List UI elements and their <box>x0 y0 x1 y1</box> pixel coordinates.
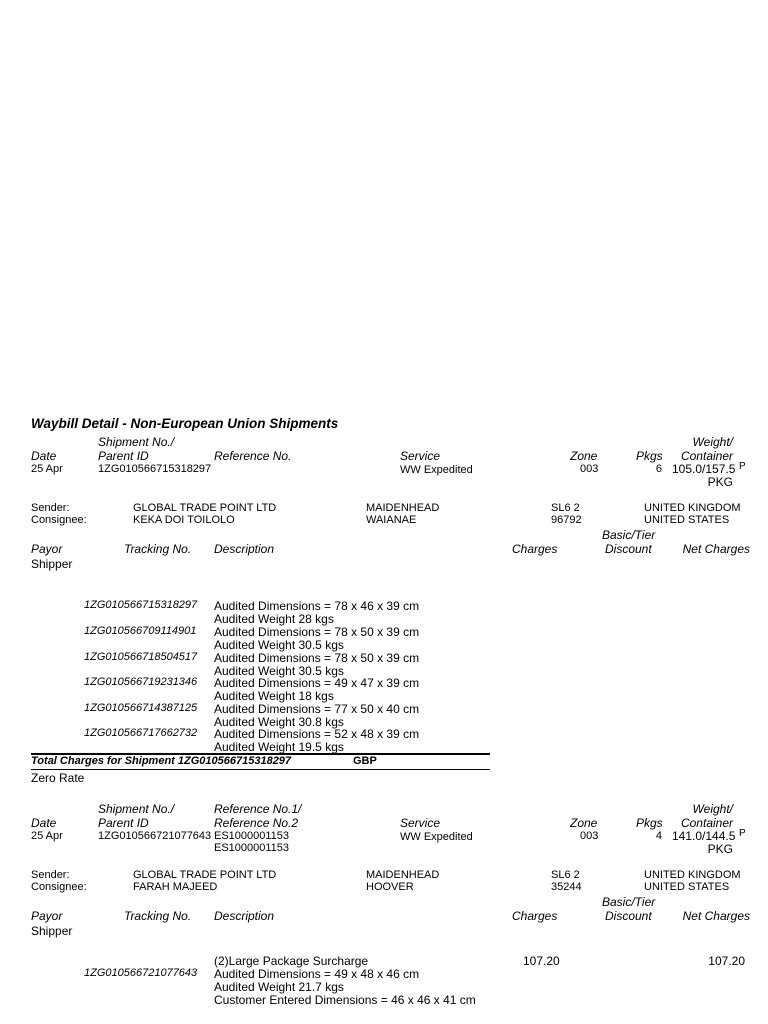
sender-label: Sender: <box>31 869 70 881</box>
col-net-charges: Net Charges <box>682 542 750 556</box>
sender-postal: SL6 2 <box>551 502 580 514</box>
col-description: Description <box>214 542 275 556</box>
header-reference: Reference No. <box>214 449 292 463</box>
weight-flag: P <box>739 461 746 472</box>
col-discount: Discount <box>605 909 652 923</box>
package-dimensions: Audited Dimensions = 52 x 48 x 39 cm <box>214 727 420 741</box>
sender-name: GLOBAL TRADE POINT LTD <box>133 869 277 881</box>
header-container: Container <box>680 449 733 463</box>
consignee-label: Consignee: <box>31 514 87 526</box>
consignee-postal: 96792 <box>551 514 582 526</box>
header-reference-1: Reference No.1/ <box>214 802 302 816</box>
package-dimensions: Audited Dimensions = 78 x 50 x 39 cm <box>214 651 420 665</box>
shipment-date: 25 Apr <box>31 463 63 475</box>
consignee-name: FARAH MAJEED <box>133 881 218 893</box>
surcharge-net-charges: 107.20 <box>708 954 745 968</box>
reference-1: ES1000001153 <box>214 830 290 842</box>
col-tracking: Tracking No. <box>124 909 192 923</box>
package-dimensions: Audited Dimensions = 49 x 48 x 46 cm <box>214 967 420 981</box>
col-charges: Charges <box>512 542 558 556</box>
package-weight: Audited Weight 30.8 kgs <box>214 715 344 729</box>
package-weight: Audited Weight 30.5 kgs <box>214 638 344 652</box>
header-reference-2: Reference No.2 <box>214 816 299 830</box>
weight-value: 105.0/157.5 <box>672 462 736 476</box>
customer-entered-dimensions: Customer Entered Dimensions = 46 x 46 x 41 cm <box>214 993 476 1007</box>
package-tracking: 1ZG010566717662732 <box>84 727 198 739</box>
package-dimensions: Audited Dimensions = 49 x 47 x 39 cm <box>214 676 420 690</box>
sender-name: GLOBAL TRADE POINT LTD <box>133 502 277 514</box>
service-value: WW Expedited <box>400 831 473 843</box>
header-pkgs: Pkgs <box>636 449 663 463</box>
package-weight: Audited Weight 30.5 kgs <box>214 664 344 678</box>
total-charges-label: Total Charges for Shipment 1ZG010566715318297 <box>31 755 292 767</box>
header-zone: Zone <box>570 449 598 463</box>
header-shipment-no: Shipment No./ <box>98 802 175 816</box>
package-tracking: 1ZG010566715318297 <box>84 599 198 611</box>
package-tracking: 1ZG010566714387125 <box>84 702 198 714</box>
parent-id: 1ZG010566715318297 <box>98 463 212 475</box>
pkgs-value: 4 <box>655 830 662 842</box>
package-tracking: 1ZG010566709114901 <box>84 625 197 637</box>
package-tracking: 1ZG010566721077643 <box>84 967 198 979</box>
package-tracking: 1ZG010566719231346 <box>84 676 198 688</box>
header-pkgs: Pkgs <box>636 816 663 830</box>
package-dimensions: Audited Dimensions = 77 x 50 x 40 cm <box>214 702 420 716</box>
header-date: Date <box>31 816 57 830</box>
container-value: PKG <box>707 842 733 856</box>
header-date: Date <box>31 449 57 463</box>
header-parent-id: Parent ID <box>98 816 149 830</box>
page-title: Waybill Detail - Non-European Union Shipments <box>31 416 339 431</box>
col-description: Description <box>214 909 275 923</box>
col-payor: Payor <box>31 909 63 923</box>
sender-postal: SL6 2 <box>551 869 580 881</box>
weight-value: 141.0/144.5 <box>672 829 736 843</box>
payor-value: Shipper <box>31 557 73 571</box>
header-service: Service <box>400 816 441 830</box>
parent-id: 1ZG010566721077643 <box>98 830 212 842</box>
col-basic-tier: Basic/Tier <box>602 528 656 542</box>
package-dimensions: Audited Dimensions = 78 x 46 x 39 cm <box>214 599 420 613</box>
consignee-postal: 35244 <box>551 881 582 893</box>
sender-country: UNITED KINGDOM <box>644 502 741 514</box>
service-value: WW Expedited <box>400 464 473 476</box>
col-payor: Payor <box>31 542 63 556</box>
zone-value: 003 <box>580 830 599 842</box>
zone-value: 003 <box>580 463 599 475</box>
sender-city: MAIDENHEAD <box>366 869 440 881</box>
consignee-city: WAIANAE <box>366 514 417 526</box>
package-weight: Audited Weight 28 kgs <box>214 612 334 626</box>
col-net-charges: Net Charges <box>682 909 750 923</box>
reference-2: ES1000001153 <box>214 842 290 854</box>
header-service: Service <box>400 449 441 463</box>
total-currency: GBP <box>353 755 377 767</box>
header-parent-id: Parent ID <box>98 449 149 463</box>
consignee-city: HOOVER <box>366 881 414 893</box>
header-container: Container <box>680 816 733 830</box>
header-shipment-no: Shipment No./ <box>98 435 175 449</box>
consignee-label: Consignee: <box>31 881 87 893</box>
sender-label: Sender: <box>31 502 70 514</box>
col-tracking: Tracking No. <box>124 542 192 556</box>
package-weight: Audited Weight 21.7 kgs <box>214 980 344 994</box>
consignee-country: UNITED STATES <box>644 881 730 893</box>
package-dimensions: Audited Dimensions = 78 x 50 x 39 cm <box>214 625 420 639</box>
container-value: PKG <box>707 475 733 489</box>
total-divider-bottom <box>31 769 490 770</box>
col-basic-tier: Basic/Tier <box>602 895 656 909</box>
package-weight: Audited Weight 18 kgs <box>214 689 334 703</box>
sender-city: MAIDENHEAD <box>366 502 440 514</box>
payor-value: Shipper <box>31 924 73 938</box>
col-discount: Discount <box>605 542 652 556</box>
header-weight: Weight/ <box>692 802 733 816</box>
package-tracking: 1ZG010566718504517 <box>84 651 198 663</box>
pkgs-value: 6 <box>655 463 662 475</box>
shipment-date: 25 Apr <box>31 830 63 842</box>
sender-country: UNITED KINGDOM <box>644 869 741 881</box>
surcharge-charges: 107.20 <box>523 954 560 968</box>
surcharge-description: (2)Large Package Surcharge <box>214 954 369 968</box>
weight-flag: P <box>739 828 746 839</box>
consignee-country: UNITED STATES <box>644 514 730 526</box>
consignee-name: KEKA DOI TOILOLO <box>133 514 235 526</box>
rate-note: Zero Rate <box>31 771 85 785</box>
header-weight: Weight/ <box>692 435 733 449</box>
col-charges: Charges <box>512 909 558 923</box>
header-zone: Zone <box>570 816 598 830</box>
package-weight: Audited Weight 19.5 kgs <box>214 740 344 754</box>
